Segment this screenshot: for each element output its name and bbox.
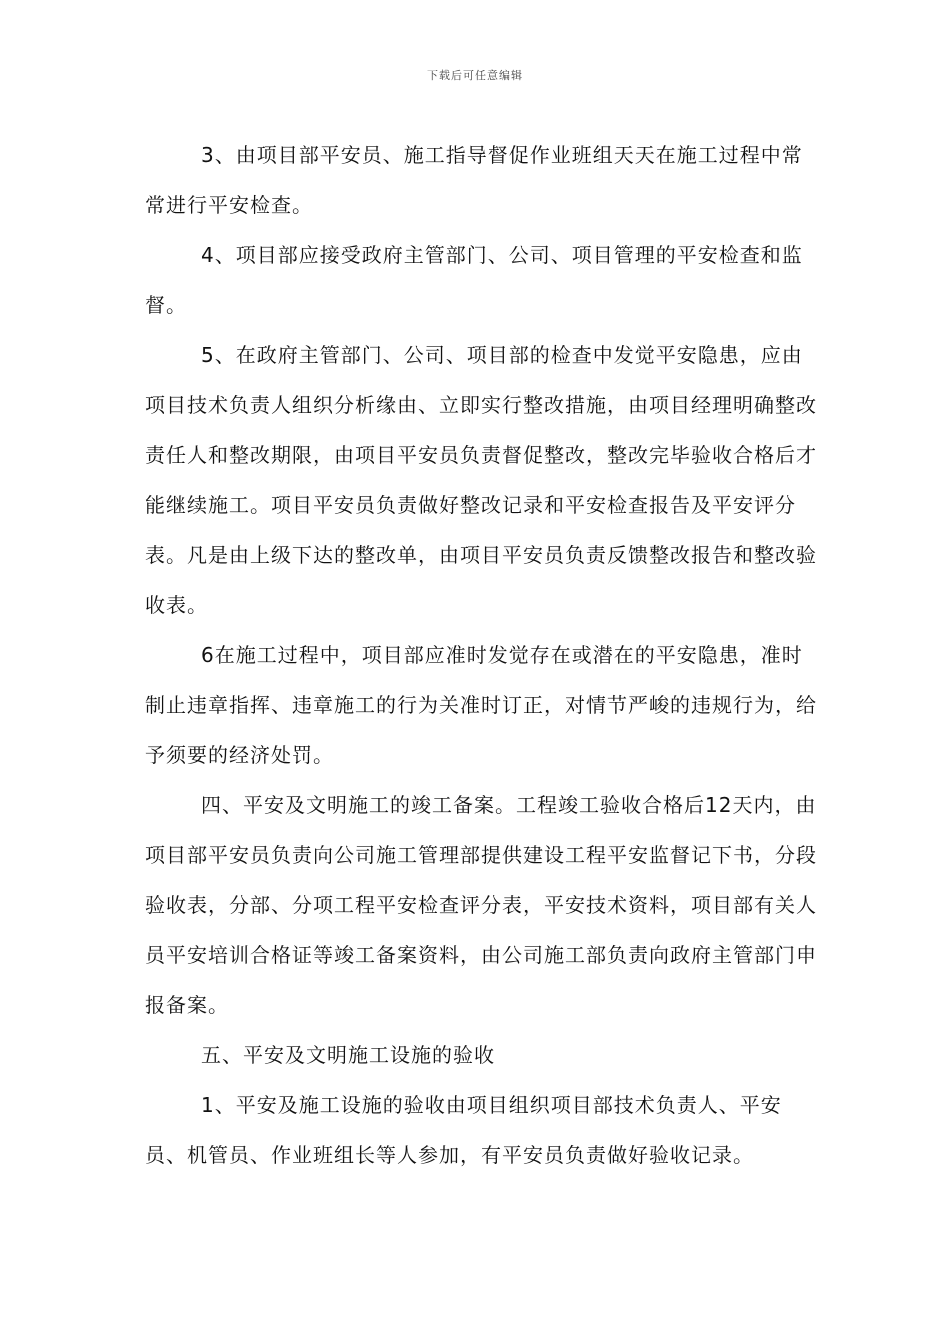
paragraph-item-4: 4、项目部应接受政府主管部门、公司、项目管理的平安检查和监督。 bbox=[145, 243, 803, 317]
paragraph-item-3: 3、由项目部平安员、施工指导督促作业班组天天在施工过程中常常进行平安检查。 bbox=[145, 143, 803, 217]
paragraph-item-1: 1、平安及施工设施的验收由项目组织项目部技术负责人、平安员、机管员、作业班组长等人参加，有平安员负责做好验收记录。 bbox=[145, 1093, 782, 1167]
section-heading-5: 五、平安及文明施工设施的验收 bbox=[201, 1043, 495, 1067]
document-body bbox=[145, 130, 817, 1180]
paragraph-item-6: 6在施工过程中，项目部应准时发觉存在或潜在的平安隐患，准时制止违章指挥、违章施工的行为关准时订正，对情节严峻的违规行为，给予须要的经济处罚。 bbox=[145, 643, 817, 767]
paragraph-item-5: 5、在政府主管部门、公司、项目部的检查中发觉平安隐患，应由项目技术负责人组织分析缘由、立即实行整改措施，由项目经理明确整改责任人和整改期限，由项目平安员负责督促整改，整改完毕验收合格后才能继续施工。项目平安员负责做好整改记录和平安检查报告及平安评分表。凡是由上级下达的整改单，由项目平安员负责反馈整改报告和整改验收表。 bbox=[145, 343, 817, 617]
section-heading-4: 四、平安及文明施工的竣工备案。工程竣工验收合格后12天内，由项目部平安员负责向公司施工管理部提供建设工程平安监督记下书，分段验收表，分部、分项工程平安检查评分表，平安技术资料，项目部有关人员平安培训合格证等竣工备案资料，由公司施工部负责向政府主管部门申报备案。 bbox=[145, 793, 817, 1017]
page-header: 下载后可任意编辑 bbox=[427, 69, 523, 82]
